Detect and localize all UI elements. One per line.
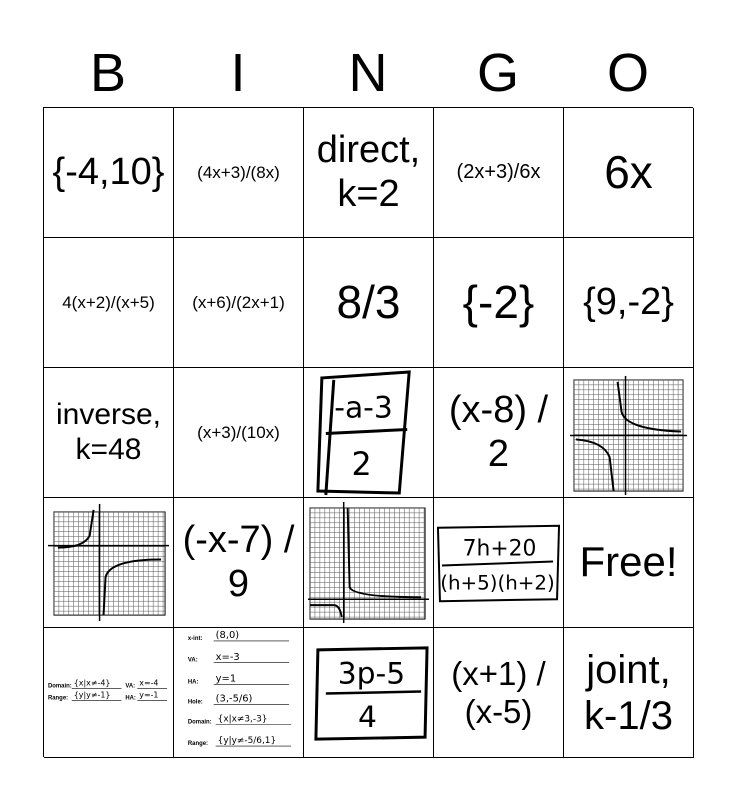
bingo-cell[interactable] [434,498,564,628]
va-value: x=-3 [215,651,240,663]
bingo-board [43,107,693,757]
bingo-cell[interactable] [564,628,694,758]
cell-text: (-x-7) / 9 [182,518,295,605]
bingo-cell[interactable] [44,628,174,758]
cell-text: 4(x+2)/(x+5) [62,292,155,312]
cell-text: (2x+3)/6x [456,161,541,183]
bingo-cell[interactable] [304,498,434,628]
cell-text: (x-8) / 2 [448,388,549,475]
bingo-cell[interactable] [304,628,434,758]
ha-value: y=-1 [139,690,159,700]
handwritten-numerator: 3p-5 [337,656,406,692]
bingo-cell[interactable] [174,368,304,498]
domain-label: Domain: [187,719,212,726]
graph-image [304,498,433,627]
range-value: {y|y≠-5/6,1} [217,736,277,747]
handwritten-fraction-image [434,498,563,627]
header-letter-o: O [606,43,649,103]
bingo-cell[interactable] [434,628,564,758]
va-label: VA: [125,683,136,690]
bingo-cell[interactable] [564,238,694,368]
cell-text: 6x [604,146,653,199]
bingo-cell[interactable] [44,368,174,498]
bingo-cell[interactable] [304,368,434,498]
cell-text: {-2} [462,276,535,329]
handwritten-denominator: 2 [351,447,372,484]
bingo-cell[interactable] [174,628,304,758]
cell-text: joint, k-1/3 [584,647,673,738]
cell-text: (x+1) / (x-5) [451,654,546,730]
xint-value: (8,0) [215,629,240,641]
cell-text: (4x+3)/(8x) [197,162,280,182]
bingo-cell[interactable] [434,108,564,238]
ha-label: HA: [125,695,136,702]
handwritten-denominator: (h+5)(h+2) [440,571,555,595]
domain-value: {x|x≠3,-3} [217,714,268,725]
bingo-cell[interactable] [434,368,564,498]
header-letter-n: N [348,43,388,103]
bingo-cell[interactable] [174,238,304,368]
handwritten-denominator: 4 [358,700,377,736]
bingo-cell[interactable] [174,108,304,238]
header-letter-g: G [476,43,519,103]
free-space: Free! [579,538,678,586]
handwritten-numerator: -a-3 [334,390,393,426]
graph-grid [54,512,165,615]
xint-label: x-int: [187,635,203,642]
bingo-cell[interactable] [304,108,434,238]
cell-text: {-4,10} [52,150,165,193]
bingo-cell[interactable] [564,498,694,628]
bingo-cell[interactable] [44,108,174,238]
graph-grid [310,508,425,619]
cell-text: 8/3 [336,276,401,329]
domain-label: Domain: [47,683,72,690]
ha-label: HA: [187,679,199,686]
hole-label: Hole: [187,699,203,706]
header-letter-i: I [230,43,246,103]
bingo-header [43,40,693,106]
cell-text: {9,-2} [583,280,674,323]
cell-text: (x+6)/(2x+1) [192,292,285,312]
va-value: x=-4 [139,678,159,688]
ha-value: y=1 [215,673,237,685]
cell-text: inverse, k=48 [55,398,162,466]
handwritten-notes-image [174,628,303,757]
handwritten-fraction-image [304,368,433,497]
bingo-cell[interactable] [564,108,694,238]
cell-text: direct, k=2 [316,128,421,215]
range-label: Range: [187,741,209,748]
bingo-cell[interactable] [434,238,564,368]
header-letter-b: B [89,43,127,103]
bingo-cell[interactable] [44,498,174,628]
domain-value: {x|x≠-4} [73,678,111,688]
handwritten-notes-image [44,628,173,757]
hole-value: (3,-5/6) [215,693,253,705]
graph-image [44,498,173,627]
range-value: {y|y≠-1} [73,690,111,700]
handwritten-numerator: 7h+20 [462,536,537,562]
bingo-cell[interactable] [304,238,434,368]
bingo-cell[interactable] [174,498,304,628]
bingo-cell[interactable] [44,238,174,368]
graph-image [564,368,693,497]
range-label: Range: [47,695,69,702]
va-label: VA: [187,657,198,664]
cell-text: (x+3)/(10x) [197,422,280,442]
bingo-cell[interactable] [564,368,694,498]
handwritten-fraction-image [304,628,433,757]
